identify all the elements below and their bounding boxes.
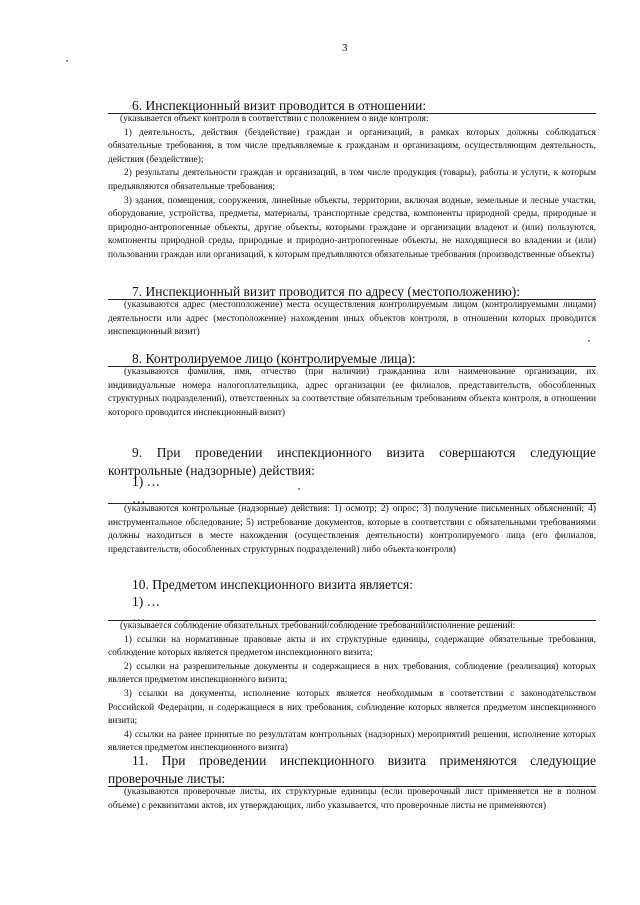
section-6-note-item: 3) здания, помещения, сооружения, линейные объекты, территории, включая водные, земельные и лесные участки, оборудование, устройства, предметы, материалы, транспортные средства, компоненты природной среды, природные и природно-антропогенные объекты, другие объекты, которыми граждане и организации владеют и (или) пользуются, компоненты природной среды, природные и природно-антропогенные объекты, не находящиеся во владении и (или) пользовании граждан или организаций, к которым предъявляются обязательные требования (производственные объекты): [108, 195, 596, 260]
section-6-note-item: 2) результаты деятельности граждан и организаций, в том числе продукция (товары), работы и услуги, к которым предъявляются обязательные требования;: [108, 168, 596, 192]
section-10-note-item: 1) ссылки на нормативные правовые акты и их структурные единицы, содержащие обязательные требования, соблюдение которых является предметом инспекционного визита;: [108, 634, 596, 659]
section-9-item-1: 1) …: [132, 474, 161, 489]
section-10-note-item: 2) ссылки на разрешительные документы и содержащиеся в них требования, соблюдение (реализация) которых является предметом инспекционного визита;: [108, 661, 596, 686]
section-10-note-intro: (указывается соблюдение обязательных требований/соблюдение требований/исполнение решений:: [120, 621, 516, 631]
section-6-heading: 6. Инспекционный визит проводится в отношении:: [132, 98, 427, 113]
section-6-note: [108, 113, 596, 263]
section-6-note-intro: (указывается объект контроля в соответствии с положением о виде контроля:: [120, 114, 429, 124]
section-7-note-text: (указываются адрес (местоположение) места осуществления контролируемым лицом (контролируемыми лицами) деятельности или адрес (местоположение) нахождения иных объектов контроля, в отношении которых проводится инспекционный визит): [108, 300, 596, 338]
section-11-note-text: (указываются проверочные листы, их структурные единицы (если проверочный лист применяется не в полном объеме) с реквизитами актов, их утверждающих, либо указывается, что проверочные листы не применяются): [108, 787, 596, 811]
section-10-item-ellipsis: …: [132, 609, 146, 624]
section-7-note: [108, 299, 596, 340]
section-10-note-item: 3) ссылки на документы, исполнение которых является необходимым в соответствии с законодательством Российской Федерации, и содержащиеся в них требования, соблюдение которых является предметом инспекционного визита;: [108, 688, 596, 727]
scan-speck: [298, 488, 300, 490]
section-11-note: [108, 786, 596, 813]
scan-speck: [66, 60, 68, 62]
scan-speck: [588, 340, 590, 342]
section-8-note-text: (указываются фамилия, имя, отчество (при наличии) гражданина или наименование организации, их индивидуальные номера налогоплательщика, адрес организации (ее филиалов, представительств, обособленных структурных подразделений), ответственных за соответствие обязательным требованиям объекта контроля, в отношении которого проводится инспекционный визит): [108, 367, 596, 418]
section-8-note: [108, 366, 596, 420]
section-6-note-item: 1) деятельность, действия (бездействие) граждан и организаций, в рамках которых должны соблюдаться обязательные требования, в том числе предъявляемые к гражданам и организациям, осуществляющим деятельность, действия (бездействие);: [108, 127, 596, 165]
section-9-note-text: (указываются контрольные (надзорные) действия: 1) осмотр; 2) опрос; 3) получение письменных объяснений; 4) инструментальное обследование; 5) истребование документов, которые в соответствии с обязательными требованиями должны находиться в месте нахождения (осуществления деятельности) контролируемого лица (его филиалов, представительств, обособленных структурных подразделений) либо объекта контроля): [108, 504, 596, 555]
section-10-item-1: 1) …: [132, 594, 161, 609]
section-8-heading: 8. Контролируемое лицо (контролируемые лица):: [132, 351, 416, 366]
section-10-heading: 10. Предметом инспекционного визита является:: [132, 577, 413, 592]
section-9-heading: 9. При проведении инспекционного визита совершаются следующие контрольные (надзорные) действия:: [108, 445, 596, 478]
section-7-heading: 7. Инспекционный визит проводится по адресу (местоположению):: [132, 284, 521, 299]
section-10-note-item: 4) ссылки на ранее принятые по результатам контрольных (надзорных) мероприятий решения, исполнение которых является предметом инспекционного визита): [108, 729, 596, 754]
section-9-item-ellipsis: …: [132, 491, 146, 506]
section-9-note: [108, 503, 596, 557]
section-11-heading: 11. При проведении инспекционного визита применяются следующие проверочные листы:: [108, 753, 596, 786]
section-10-note: [108, 620, 596, 756]
page-number: 3: [342, 42, 348, 54]
